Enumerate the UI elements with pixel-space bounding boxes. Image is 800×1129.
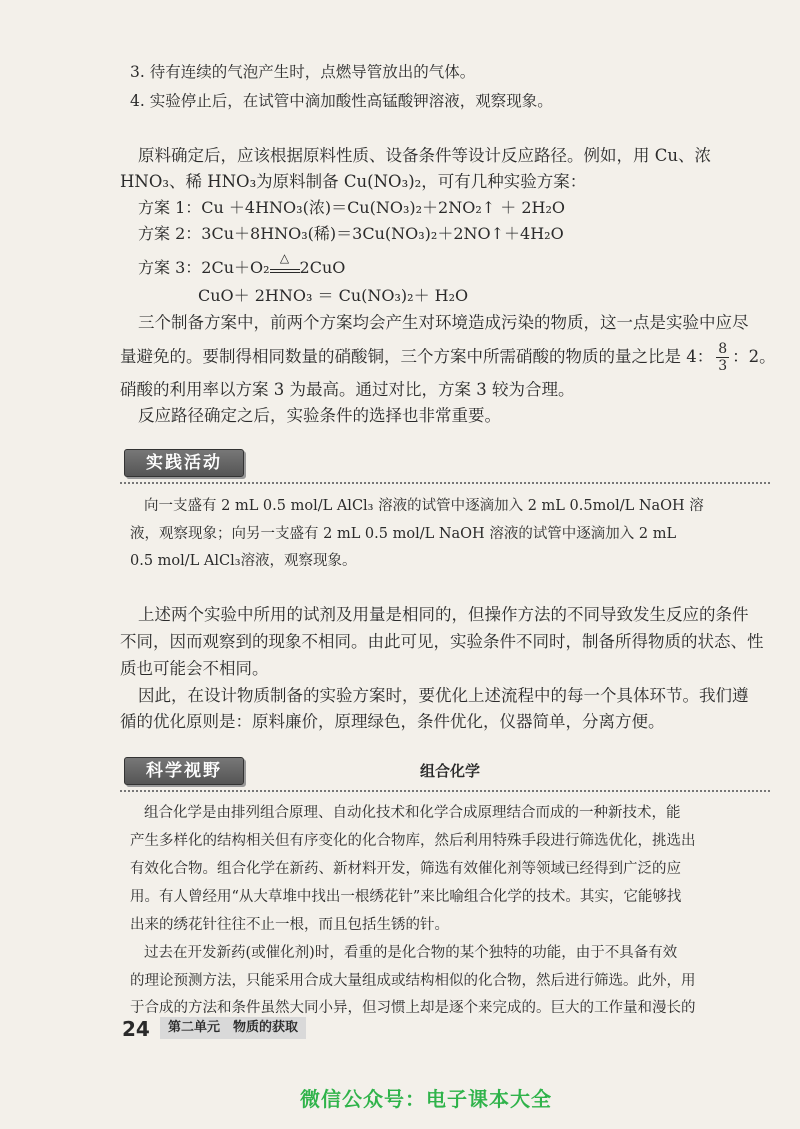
fraction-numerator: 8: [718, 341, 728, 357]
dotted-divider: [120, 482, 770, 484]
science-p2-line-3: 于合成的方法和条件虽然大同小异，但习惯上却是逐个来完成的。巨大的工作量和漫长的: [130, 1000, 696, 1016]
fraction-8-3: [716, 341, 729, 374]
science-p1-line-3: 有效化合物。组合化学在新药、新材料开发，筛选有效催化剂等领域已经得到广泛的应: [130, 861, 681, 877]
scheme-1-equation: Cu ＋4HNO₃(浓)＝Cu(NO₃)₂＋2NO₂↑ ＋ 2H₂O: [201, 198, 565, 217]
practice-line-3: 0.5 mol/L AlCl₃溶液，观察现象。: [130, 553, 357, 569]
analysis-line-3: 硝酸的利用率以方案 3 为最高。通过对比，方案 3 较为合理。: [120, 380, 575, 399]
analysis-line-2: [120, 340, 776, 374]
scheme-1-label: 方案 1：: [138, 198, 202, 217]
science-p2-line-1: 过去在开发新药(或催化剂)时，看重的是化合物的某个独特的功能，由于不具备有效: [144, 945, 678, 961]
scheme-2-label: 方案 2：: [138, 224, 202, 243]
intro-line-1: 原料确定后，应该根据原料性质、设备条件等设计反应路径。例如，用 Cu、浓: [138, 146, 711, 165]
analysis-line-2-end: ：2。: [732, 347, 776, 366]
scheme-2: [138, 221, 564, 247]
science-p1-line-1: 组合化学是由排列组合原理、自动化技术和化学合成原理结合而成的一种新技术，能: [144, 805, 681, 821]
scheme-3: [138, 251, 346, 281]
heat-condition-arrow: [270, 251, 300, 273]
science-p1-line-2: 产生多样化的结构相关但有序变化的化合物库，然后利用特殊手段进行筛选优化，挑选出: [130, 833, 696, 849]
conclusion-line-4: 因此，在设计物质制备的实验方案时，要优化上述流程中的每一个具体环节。我们遵: [138, 686, 749, 705]
conclusion-line-2: 不同，因而观察到的现象不相同。由此可见，实验条件不同时，制备所得物质的状态、性: [120, 632, 764, 651]
practice-line-1: 向一支盛有 2 mL 0.5 mol/L AlCl₃ 溶液的试管中逐滴加入 2 mL 0.5mol/L NaOH 溶: [144, 498, 704, 514]
analysis-line-4: 反应路径确定之后，实验条件的选择也非常重要。: [138, 406, 501, 425]
analysis-line-2-text: 量避免的。要制得相同数量的硝酸铜，三个方案中所需硝酸的物质的量之比是 4：: [120, 347, 714, 366]
practice-line-2: 液，观察现象；向另一支盛有 2 mL 0.5 mol/L NaOH 溶液的试管中逐滴加入 2 mL: [130, 526, 677, 542]
step-3: 3. 待有连续的气泡产生时，点燃导管放出的气体。: [130, 63, 476, 81]
unit-label: 第二单元 物质的获取: [160, 1017, 306, 1039]
fraction-denominator: 3: [718, 358, 728, 374]
science-p1-line-4: 用。有人曾经用“从大草堆中找出一根绣花针”来比喻组合化学的技术。其实，它能够找: [130, 889, 682, 905]
scheme-3-label: 方案 3：: [138, 258, 202, 277]
conclusion-line-1: 上述两个实验中所用的试剂及用量是相同的，但操作方法的不同导致发生反应的条件: [138, 605, 749, 624]
practice-activity-banner: 实践活动: [124, 449, 244, 477]
scheme-3-right: 2CuO: [299, 258, 346, 277]
scheme-2-equation: 3Cu＋8HNO₃(稀)＝3Cu(NO₃)₂＋2NO↑＋4H₂O: [201, 224, 564, 243]
scheme-1: [138, 195, 565, 221]
step-4: 4. 实验停止后，在试管中滴加酸性高锰酸钾溶液，观察现象。: [130, 92, 553, 110]
page-number: 24: [122, 1017, 150, 1041]
analysis-line-1: 三个制备方案中，前两个方案均会产生对环境造成污染的物质，这一点是实验中应尽: [138, 313, 749, 332]
watermark-text: 微信公众号：电子课本大全: [300, 1087, 552, 1111]
intro-line-2: HNO₃、稀 HNO₃为原料制备 Cu(NO₃)₂，可有几种实验方案：: [120, 172, 587, 191]
conclusion-line-5: 循的优化原则是：原料廉价，原理绿色，条件优化，仪器简单，分离方便。: [120, 712, 665, 731]
scheme-3-second: CuO＋ 2HNO₃ ＝ Cu(NO₃)₂＋ H₂O: [198, 286, 469, 305]
science-p1-line-5: 出来的绣花针往往不止一根，而且包括生锈的针。: [130, 917, 449, 933]
science-p2-line-2: 的理论预测方法，只能采用合成大量组成或结构相似的化合物，然后进行筛选。此外，用: [130, 973, 696, 989]
section-title: 组合化学: [420, 762, 481, 780]
dotted-divider-2: [120, 790, 770, 792]
conclusion-line-3: 质也可能会不相同。: [120, 659, 269, 678]
science-vision-banner: 科学视野: [124, 757, 244, 785]
heat-symbol-icon: △: [279, 251, 290, 265]
scheme-3-left: 2Cu＋O₂: [201, 258, 270, 277]
